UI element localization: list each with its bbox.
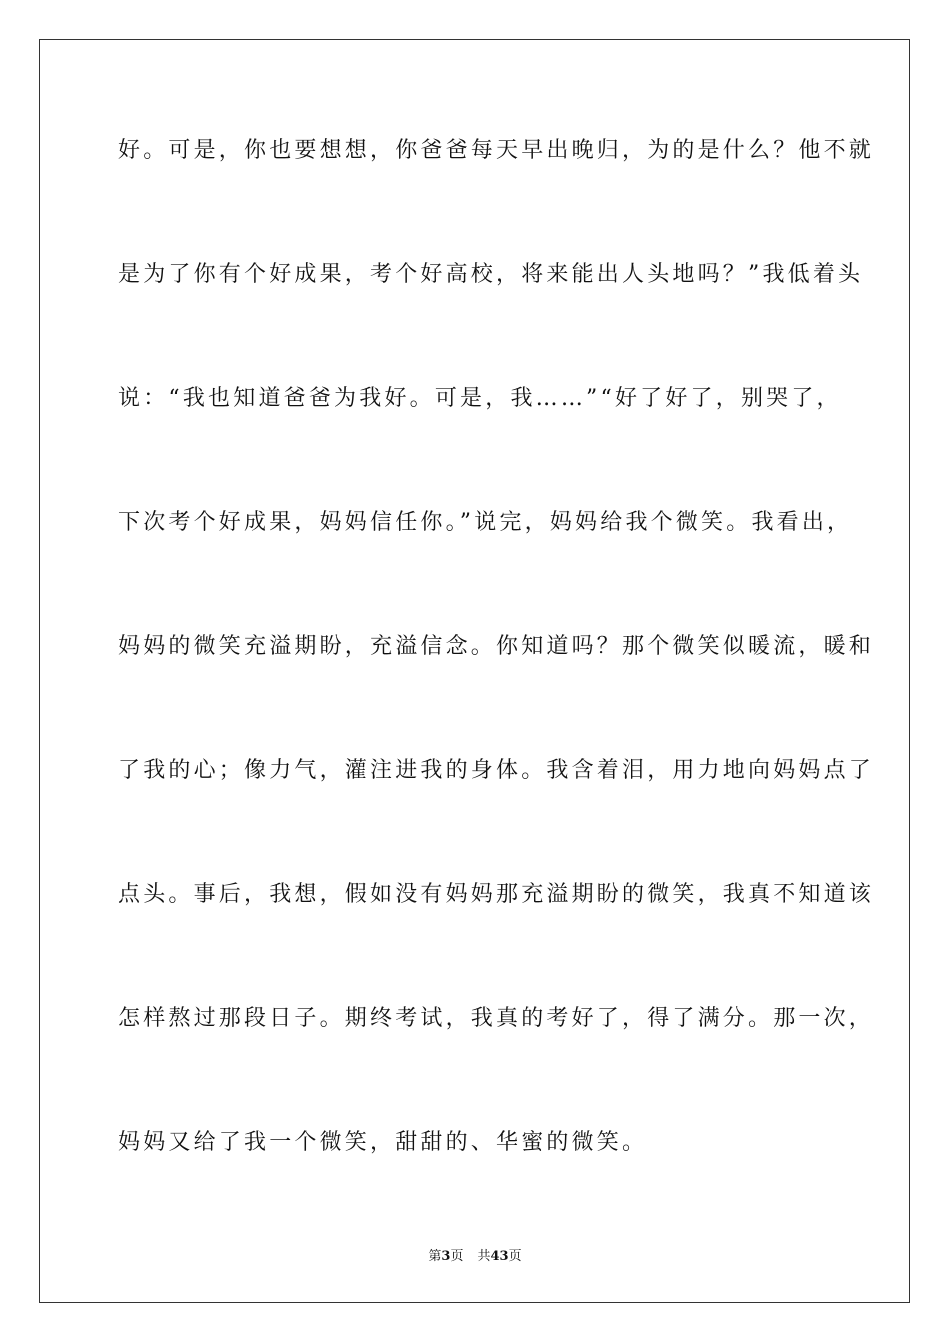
page-prefix: 第 xyxy=(428,1249,442,1264)
body-line: 妈妈又给了我一个微笑，甜甜的、华蜜的微笑。 xyxy=(118,1130,648,1155)
total-pages: 43 xyxy=(490,1249,509,1264)
body-line: 点头。事后，我想，假如没有妈妈那充溢期盼的微笑，我真不知道该 xyxy=(118,882,875,907)
total-prefix: 共 xyxy=(477,1249,491,1264)
body-line: 下次考个好成果，妈妈信任你。”说完，妈妈给我个微笑。我看出， xyxy=(118,510,853,535)
body-line: 是为了你有个好成果，考个好高校，将来能出人头地吗？”我低着头 xyxy=(118,262,864,287)
page-frame xyxy=(39,39,910,1303)
body-line: 了我的心；像力气，灌注进我的身体。我含着泪，用力地向妈妈点了 xyxy=(118,758,875,783)
body-line: 怎样熬过那段日子。期终考试，我真的考好了，得了满分。那一次， xyxy=(118,1006,875,1031)
body-line: 好。可是，你也要想想，你爸爸每天早出晚归，为的是什么？他不就 xyxy=(118,138,875,163)
page-number: 3 xyxy=(441,1249,451,1264)
page-suffix: 页 xyxy=(450,1249,464,1264)
body-line: 说：“我也知道爸爸为我好。可是，我……”“好了好了，别哭了， xyxy=(118,386,842,411)
page-footer xyxy=(0,1248,950,1266)
total-suffix: 页 xyxy=(508,1249,522,1264)
body-line: 妈妈的微笑充溢期盼，充溢信念。你知道吗？那个微笑似暖流，暖和 xyxy=(118,634,875,659)
